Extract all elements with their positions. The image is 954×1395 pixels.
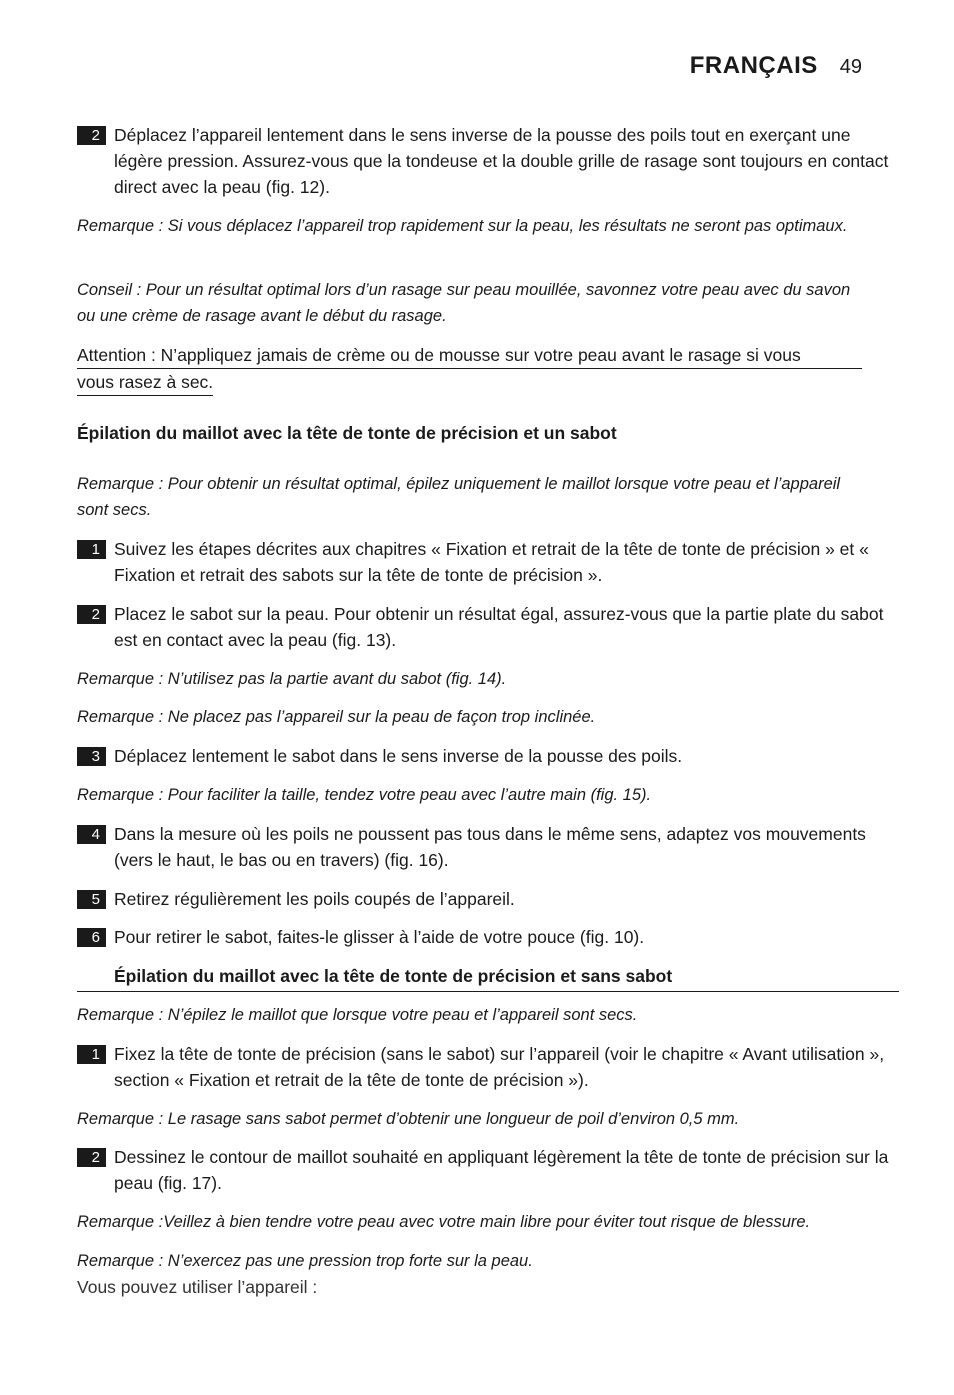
step-text: Retirez régulièrement les poils coupés de l’appareil. [114,889,515,909]
step-number-badge: 2 [77,126,106,145]
step-text: Placez le sabot sur la peau. Pour obtenir un résultat égal, assurez-vous que la partie plate du sabot est en contact avec la peau (fig. 13). [114,604,884,650]
step-text: Dans la mesure où les poils ne poussent pas tous dans le même sens, adaptez vos mouvements (vers le haut, le bas ou en travers) (fig. 16). [114,824,866,870]
section-heading: Épilation du maillot avec la tête de tonte de précision et un sabot [77,423,617,443]
note-paragraph: Remarque : N’utilisez pas la partie avant du sabot (fig. 14). [77,670,507,688]
step-item [77,886,899,912]
step-item [77,1041,899,1093]
step-item [77,122,899,200]
step-item [77,536,899,588]
page-header [690,52,862,80]
step-number-badge: 2 [77,605,106,624]
attention-paragraph [77,342,862,396]
attention-line-1: Attention : N’appliquez jamais de crème ou de mousse sur votre peau avant le rasage si vous [77,342,862,369]
step-number-badge: 4 [77,825,106,844]
step-number-badge: 6 [77,928,106,947]
section-heading: Épilation du maillot avec la tête de tonte de précision et sans sabot [77,963,899,992]
note-paragraph: Remarque : Si vous déplacez l’appareil trop rapidement sur la peau, les résultats ne seront pas optimaux. [77,217,848,235]
note-paragraph: Remarque : N’exercez pas une pression trop forte sur la peau. [77,1252,533,1270]
language-title: FRANÇAIS [689,52,818,79]
step-text: Dessinez le contour de maillot souhaité en appliquant légèrement la tête de tonte de précision sur la peau (fig. 17). [114,1147,889,1193]
note-paragraph: Remarque : Pour faciliter la taille, tendez votre peau avec l’autre main (fig. 15). [77,786,652,804]
attention-line-2: vous rasez à sec. [77,369,213,396]
note-paragraph: Remarque : N’épilez le maillot que lorsque votre peau et l’appareil sont secs. [77,1006,638,1024]
step-text: Déplacez l’appareil lentement dans le sens inverse de la pousse des poils tout en exerçant une légère pression. Assurez-vous que la tondeuse et la double grille de rasage sont toujours en contact direct avec la peau (fig. 12). [114,125,889,197]
step-number-badge: 2 [77,1148,106,1167]
step-item [77,1144,899,1196]
step-number-badge: 3 [77,747,106,766]
step-number-badge: 1 [77,1045,106,1064]
step-item [77,601,899,653]
step-item [77,924,899,950]
step-item [77,821,899,873]
step-item [77,743,899,769]
step-text: Déplacez lentement le sabot dans le sens inverse de la pousse des poils. [114,746,683,766]
step-number-badge: 1 [77,540,106,559]
note-paragraph: Remarque : Le rasage sans sabot permet d’obtenir une longueur de poil d’environ 0,5 mm. [77,1110,740,1128]
step-text: Fixez la tête de tonte de précision (sans le sabot) sur l’appareil (voir le chapitre « Avant utilisation », section « Fixation et retrait de la tête de tonte de précision »). [114,1044,885,1090]
step-text: Suivez les étapes décrites aux chapitres « Fixation et retrait de la tête de tonte de précision » et « Fixation et retrait des sabots sur la tête de tonte de précision ». [114,539,869,585]
page-number: 49 [839,56,862,78]
note-paragraph: Remarque : Pour obtenir un résultat optimal, épilez uniquement le maillot lorsque votre peau et l’appareil sont secs. [77,475,841,519]
step-number-badge: 5 [77,890,106,909]
step-text: Pour retirer le sabot, faites-le glisser à l’aide de votre pouce (fig. 10). [114,927,645,947]
plain-paragraph: Vous pouvez utiliser l’appareil : [77,1277,318,1297]
note-paragraph: Remarque : Ne placez pas l’appareil sur la peau de façon trop inclinée. [77,708,596,726]
note-paragraph: Remarque :Veillez à bien tendre votre peau avec votre main libre pour éviter tout risque de blessure. [77,1213,811,1231]
tip-paragraph: Conseil : Pour un résultat optimal lors d’un rasage sur peau mouillée, savonnez votre peau avec du savon ou une crème de rasage avant le début du rasage. [77,281,851,325]
